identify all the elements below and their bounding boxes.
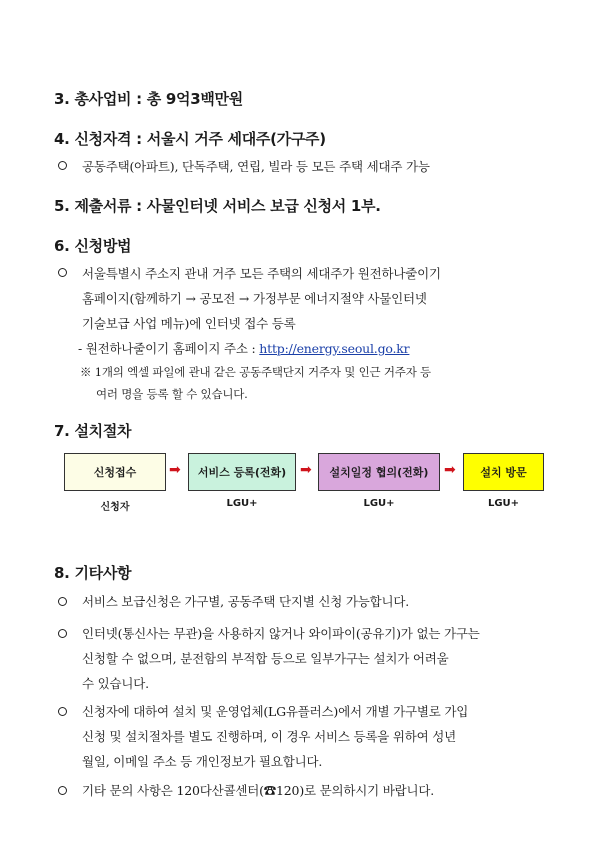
step-actor-1: 신청자 — [100, 502, 130, 513]
circle-bullet-icon — [58, 786, 67, 795]
section-6-line-3: 기술보급 사업 메뉴)에 인터넷 접수 등록 — [82, 316, 296, 331]
step-actor-4: LGU+ — [487, 498, 520, 509]
step-label-3: 설치일정 협의(전화) — [329, 466, 429, 479]
section-8-item-3-line-1: 신청자에 대하여 설치 및 운영업체(LG유플러스)에서 개별 가구별로 가입 — [82, 704, 469, 719]
section-5-title: 5. 제출서류 : 사물인터넷 서비스 보급 신청서 1부. — [54, 197, 381, 215]
step-box-2 — [188, 453, 296, 491]
circle-bullet-icon — [58, 161, 67, 170]
section-3-title: 3. 총사업비 : 총 9억3백만원 — [54, 90, 243, 108]
circle-bullet-icon — [58, 629, 67, 638]
section-8-item-4-line-1: 기타 문의 사항은 120다산콜센터(☎120)로 문의하시기 바랍니다. — [82, 783, 435, 798]
arrow-right-icon: ➡ — [444, 462, 456, 478]
section-8-item-2-line-3: 수 있습니다. — [82, 676, 149, 691]
section-8-item-3-line-3: 월일, 이메일 주소 등 개인정보가 필요합니다. — [82, 754, 323, 769]
section-6-note-1: ※ 1개의 엑셀 파일에 관내 같은 공동주택단지 거주자 및 인근 거주자 등 — [80, 365, 431, 379]
section-4-title: 4. 신청자격 : 서울시 거주 세대주(가구주) — [54, 130, 326, 148]
homepage-address-line — [78, 339, 409, 357]
section-6-note-2: 여러 명을 등록 할 수 있습니다. — [96, 387, 248, 401]
section-6-title: 6. 신청방법 — [54, 237, 132, 255]
section-7-title: 7. 설치절차 — [54, 422, 132, 440]
step-box-1 — [64, 453, 166, 491]
step-label-1: 신청접수 — [93, 466, 137, 479]
circle-bullet-icon — [58, 597, 67, 606]
step-label-4: 설치 방문 — [480, 466, 527, 479]
arrow-right-icon: ➡ — [300, 462, 312, 478]
step-label-2: 서비스 등록(전화) — [197, 466, 287, 479]
section-4-item: 공동주택(아파트), 단독주택, 연립, 빌라 등 모든 주택 세대주 가능 — [82, 159, 430, 174]
step-actor-3: LGU+ — [363, 498, 395, 509]
section-8-item-2-line-1: 인터넷(통신사는 무관)을 사용하지 않거나 와이파이(공유기)가 없는 가구는 — [82, 626, 480, 641]
section-8-item-1-line-1: 서비스 보급신청은 가구별, 공동주택 단지별 신청 가능합니다. — [82, 594, 410, 609]
homepage-address-label: - 원전하나줄이기 홈페이지 주소 : — [78, 341, 260, 356]
section-8-item-2-line-2: 신청할 수 없으며, 분전함의 부적합 등으로 일부가구는 설치가 어려울 — [82, 651, 449, 666]
circle-bullet-icon — [58, 707, 67, 716]
step-actor-2: LGU+ — [226, 498, 258, 509]
arrow-right-icon: ➡ — [169, 462, 181, 478]
section-8-item-3-line-2: 신청 및 설치절차를 별도 진행하며, 이 경우 서비스 등록을 위하여 성년 — [82, 729, 457, 744]
section-6-line-2: 홈페이지(함께하기 → 공모전 → 가정부문 에너지절약 사물인터넷 — [82, 291, 427, 306]
circle-bullet-icon — [58, 268, 67, 277]
section-6-line-1: 서울특별시 주소지 관내 거주 모든 주택의 세대주가 원전하나줄이기 — [82, 266, 441, 281]
section-8-title: 8. 기타사항 — [54, 564, 132, 582]
step-box-4 — [463, 453, 544, 491]
step-box-3 — [318, 453, 440, 491]
homepage-link[interactable]: http://energy.seoul.go.kr — [259, 341, 410, 356]
